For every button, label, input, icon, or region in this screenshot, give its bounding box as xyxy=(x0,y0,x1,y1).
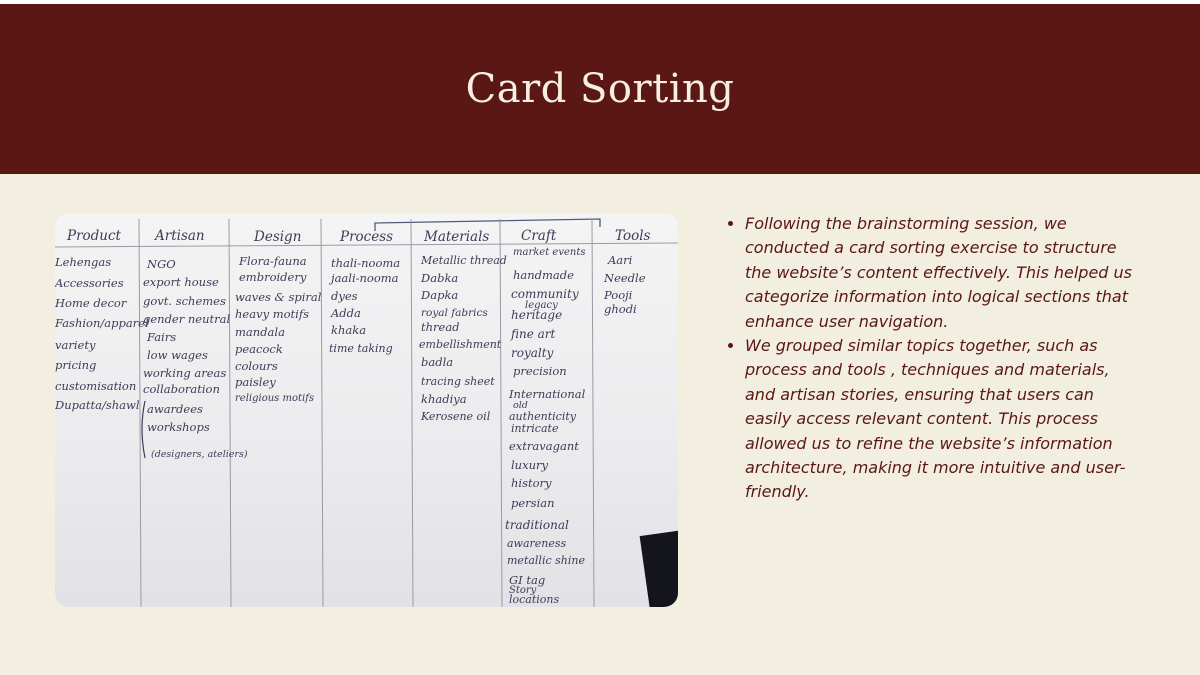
card-sorting-sheet xyxy=(55,213,678,607)
card-label: peacock xyxy=(235,342,283,356)
card-label: colours xyxy=(235,359,278,373)
column-header: Tools xyxy=(615,228,651,244)
card-label: workshops xyxy=(147,420,210,434)
card-label: working areas xyxy=(143,366,227,380)
card-label: khaka xyxy=(331,323,367,337)
card-label: mandala xyxy=(235,325,285,339)
card-label: Aari xyxy=(608,253,633,267)
title-banner xyxy=(0,4,1200,174)
card-label: Fashion/apparel xyxy=(55,316,149,330)
card-label: pricing xyxy=(55,358,97,372)
description-item: • We grouped similar topics together, such as process and tools , techniques and materials, and artisan stories, ensuring that users can easily access relevant content. This process allowed us to refine the website’s information architecture, making it more intuitive and user-friendly. xyxy=(745,334,1137,505)
card-label: Accessories xyxy=(55,276,124,290)
column-divider xyxy=(411,219,413,607)
card-label: Needle xyxy=(604,271,646,285)
card-label: Lehengas xyxy=(55,255,112,269)
card-label: authenticity xyxy=(509,410,576,423)
card-label: customisation xyxy=(55,379,137,393)
card-label: Pooji xyxy=(604,288,633,302)
card-label: heritage xyxy=(511,308,563,322)
grouping-bracket xyxy=(142,401,145,458)
card-sorting-photo xyxy=(55,213,678,607)
card-label: Fairs xyxy=(147,330,177,344)
card-label: heavy motifs xyxy=(235,307,310,321)
card-label: luxury xyxy=(511,458,548,472)
card-label: badla xyxy=(421,355,454,369)
card-label: Adda xyxy=(331,306,361,320)
card-label: Kerosene oil xyxy=(421,410,491,423)
card-label: royalty xyxy=(511,346,554,360)
card-label: collaboration xyxy=(143,382,220,396)
card-label: jaali-nooma xyxy=(331,271,399,285)
description-list xyxy=(728,212,1137,505)
card-label: locations xyxy=(509,593,560,606)
card-label: metallic shine xyxy=(507,554,585,567)
card-label: community xyxy=(511,287,579,301)
card-label: extravagant xyxy=(509,439,579,453)
card-label: traditional xyxy=(505,518,569,532)
card-label: Story xyxy=(509,585,537,596)
card-label: royal fabrics xyxy=(421,307,488,319)
column-divider xyxy=(592,219,594,607)
card-label: gender neutral xyxy=(143,312,231,326)
card-label: Dupatta/shawl xyxy=(55,398,140,412)
card-label: low wages xyxy=(147,348,208,362)
card-label: International xyxy=(509,387,586,401)
card-label: Dabka xyxy=(421,271,459,285)
column-divider xyxy=(229,219,231,607)
card-label: paisley xyxy=(235,375,276,389)
card-label: Metallic thread xyxy=(421,254,507,267)
card-label: Home decor xyxy=(55,296,127,310)
card-label: history xyxy=(511,476,552,490)
card-label: khadiya xyxy=(421,392,467,406)
card-label: awareness xyxy=(507,537,567,550)
card-label: thali-nooma xyxy=(331,256,401,270)
card-label: export house xyxy=(143,275,219,289)
card-label: waves & spiral xyxy=(235,290,322,304)
card-label: thread xyxy=(421,320,460,334)
card-label: Flora-fauna xyxy=(239,254,307,268)
card-label: legacy xyxy=(525,300,558,311)
card-label: govt. schemes xyxy=(143,294,226,308)
card-label: precision xyxy=(513,364,567,378)
card-label: awardees xyxy=(147,402,203,416)
card-label: embroidery xyxy=(239,270,307,284)
column-header: Product xyxy=(67,228,121,244)
card-label: handmade xyxy=(513,268,574,282)
card-label: variety xyxy=(55,338,96,352)
card-label: old xyxy=(513,400,528,411)
column-header: Craft xyxy=(521,228,557,244)
card-label: ghodi xyxy=(604,302,637,316)
card-label: intricate xyxy=(511,422,559,435)
card-label: time taking xyxy=(329,342,393,355)
column-header: Process xyxy=(340,229,394,245)
column-divider xyxy=(500,219,502,607)
photo-edge-shadow xyxy=(640,531,678,607)
card-label: embellishment xyxy=(419,338,502,351)
column-header: Materials xyxy=(424,229,490,245)
card-label: (designers, ateliers) xyxy=(151,449,248,460)
card-label: fine art xyxy=(511,327,556,341)
card-label: dyes xyxy=(331,289,358,303)
column-divider xyxy=(139,219,141,607)
column-divider xyxy=(321,219,323,607)
card-label: Dapka xyxy=(421,288,459,302)
card-label: religious motifs xyxy=(235,393,315,404)
card-label: NGO xyxy=(147,257,176,271)
card-label: persian xyxy=(511,496,555,510)
column-header: Design xyxy=(254,229,302,245)
description-item: • Following the brainstorming session, we conducted a card sorting exercise to structure the website’s content effectively. This helped us categorize information into logical sections that enhance user navigation. xyxy=(745,212,1137,334)
column-header: Artisan xyxy=(155,228,205,244)
card-label: GI tag xyxy=(509,573,546,587)
slide-title: Card Sorting xyxy=(465,66,735,112)
card-label: tracing sheet xyxy=(421,375,495,388)
card-label: market events xyxy=(513,247,586,258)
